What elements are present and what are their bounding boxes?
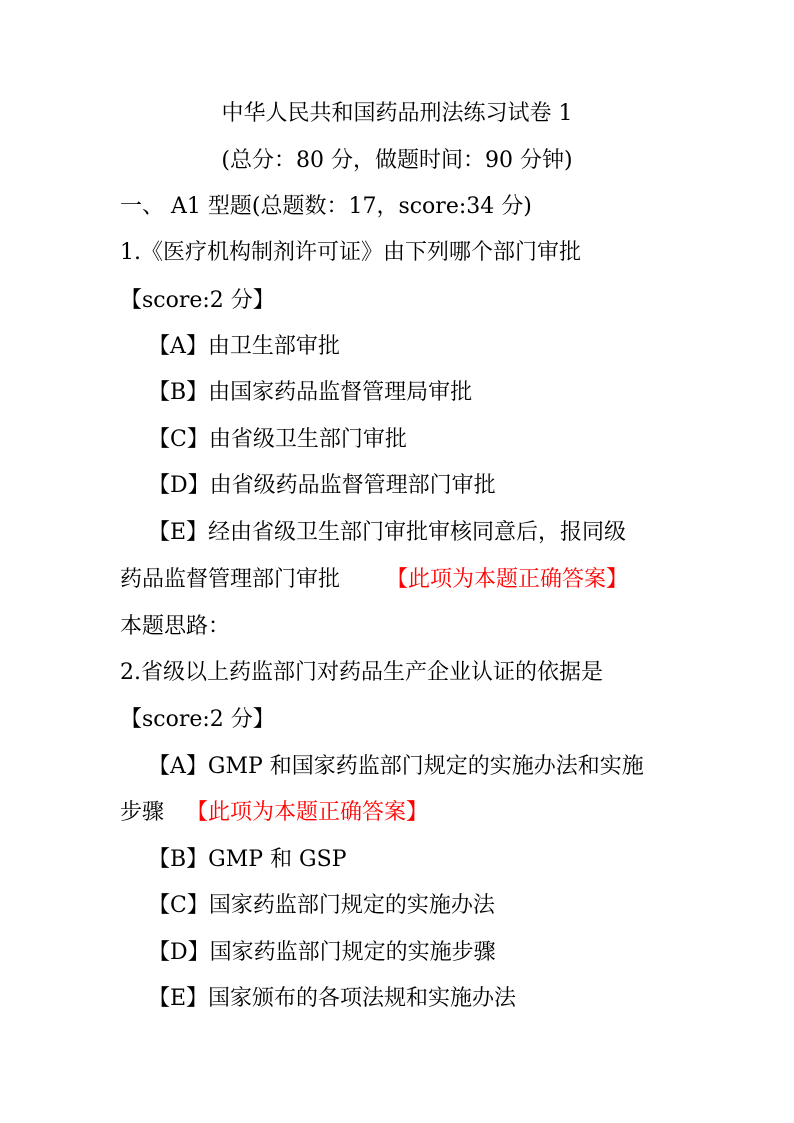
- option-e: 【E】经由省级卫生部门审批审核同意后，报同级: [148, 520, 627, 545]
- option-a-continued: 步骤: [120, 800, 165, 825]
- option-e: 【E】国家颁布的各项法规和实施办法: [148, 986, 517, 1011]
- paper-title: 中华人民共和国药品刑法练习试卷 1: [221, 101, 573, 126]
- option-b: 【B】由国家药品监督管理局审批: [148, 380, 473, 405]
- option-b: 【B】GMP 和 GSP: [148, 847, 347, 872]
- question-score: 【score:2 分】: [120, 288, 275, 313]
- option-a: 【A】GMP 和国家药监部门规定的实施办法和实施: [148, 754, 644, 779]
- correct-answer-mark: 【此项为本题正确答案】: [386, 567, 629, 592]
- option-d: 【D】国家药监部门规定的实施步骤: [148, 940, 496, 965]
- paper-subtitle: (总分：80 分，做题时间：90 分钟): [221, 148, 573, 173]
- question-stem: 1.《医疗机构制剂许可证》由下列哪个部门审批: [120, 240, 581, 265]
- question-stem: 2.省级以上药监部门对药品生产企业认证的依据是: [120, 660, 603, 685]
- analysis-label: 本题思路：: [120, 614, 231, 639]
- option-a: 【A】由卫生部审批: [148, 334, 340, 359]
- option-c: 【C】由省级卫生部门审批: [148, 427, 407, 452]
- option-c: 【C】国家药监部门规定的实施办法: [148, 893, 495, 918]
- correct-answer-mark: 【此项为本题正确答案】: [186, 800, 429, 825]
- option-e-continued: 药品监督管理部门审批: [120, 567, 341, 592]
- question-score: 【score:2 分】: [120, 707, 275, 732]
- section-heading: 一、 A1 型题(总题数：17，score:34 分): [120, 194, 532, 219]
- option-d: 【D】由省级药品监督管理部门审批: [148, 473, 496, 498]
